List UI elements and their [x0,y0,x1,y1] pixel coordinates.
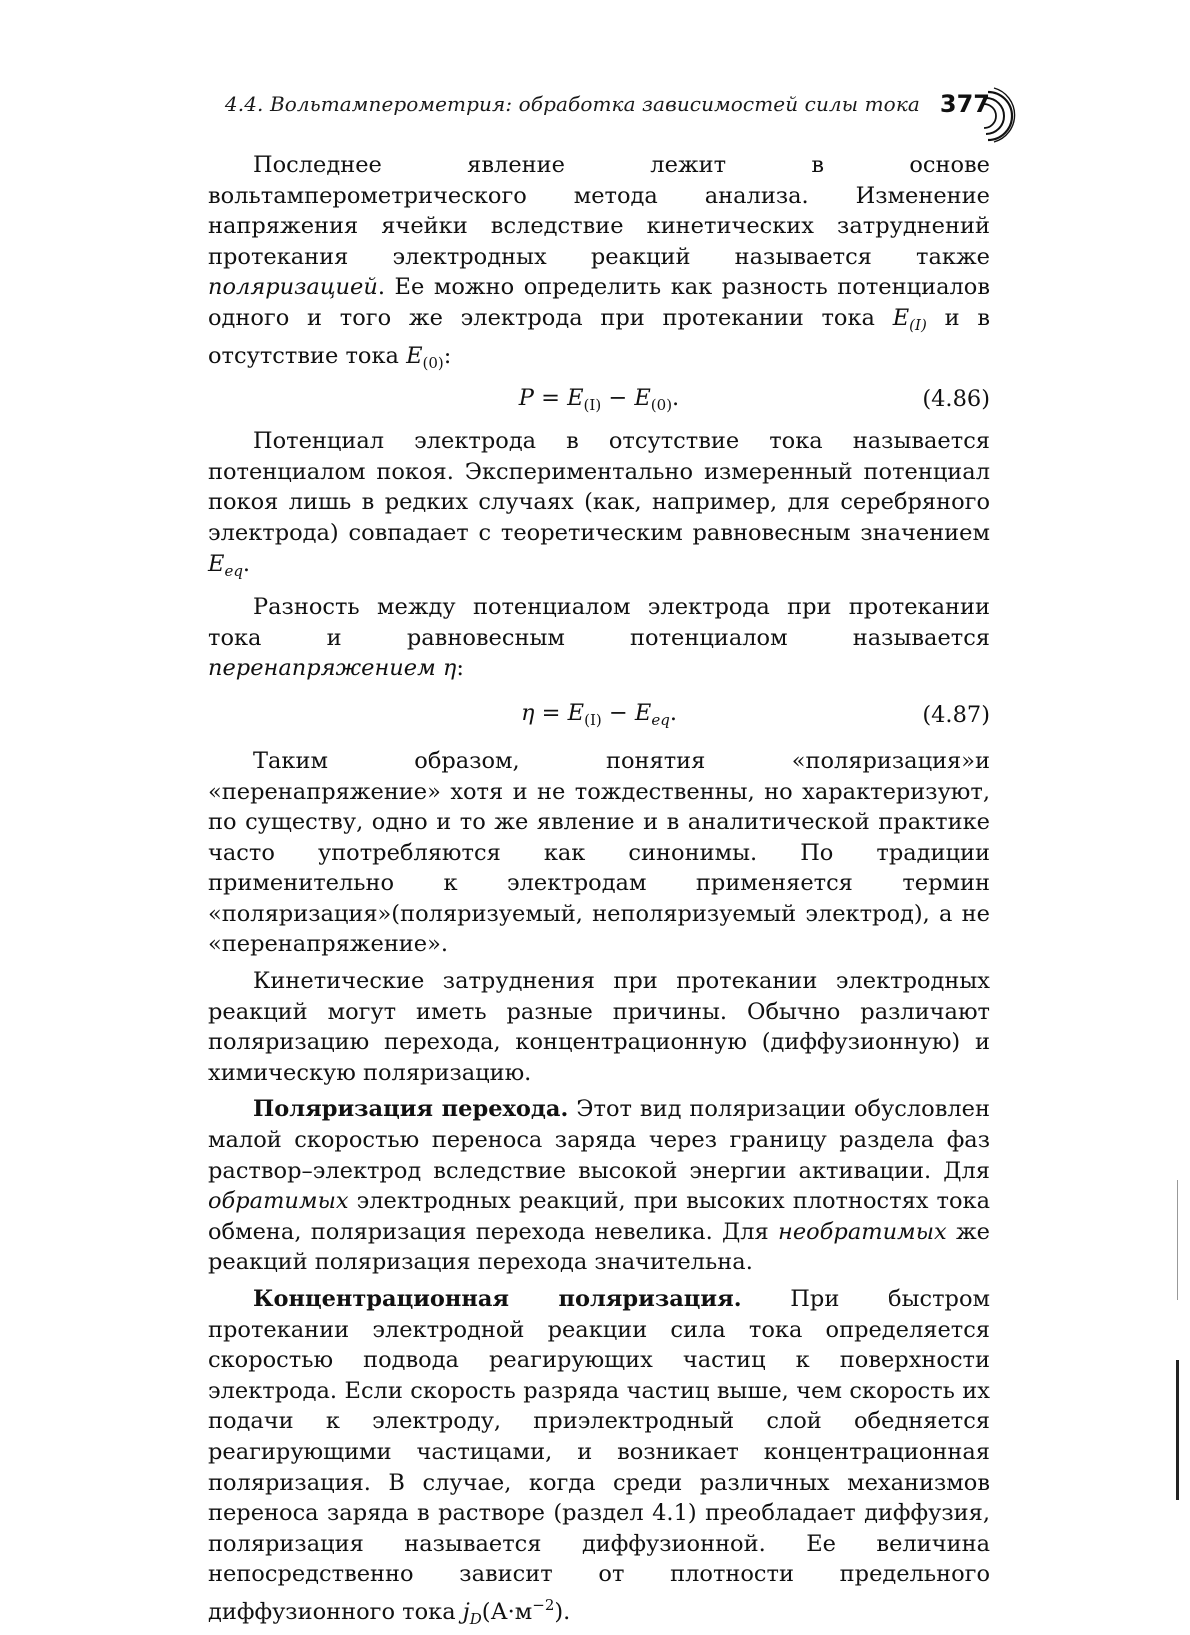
scan-edge-dots [1177,1180,1178,1300]
running-head [224,84,990,124]
equation-number: (4.86) [922,386,990,413]
equation-4-87: $\eta = E_{(I)} - E_{eq}$. (4.87) [521,700,990,730]
page-number: 377 [939,90,990,118]
body-text [208,150,990,1635]
paragraph-4: Таким образом, понятия «поляризация»и «перенапряжение» хотя и не тождественны, но характеризуют, по существу, одно и то же явление и в аналитической практике часто употребляются как синонимы. По традиции применительно к электродам применяется термин «поляризация»(поляризуемый, неполяризуемый электрод), а не «перенапряжение». [208,747,990,958]
equation-number: (4.87) [922,701,990,728]
section-heading: Концентрационная поляризация. [253,1286,742,1312]
paragraph-3: Разность между потенциалом электрода при протекании тока и равновесным потенциалом называется перенапряжением η: [208,594,990,682]
paragraph-1: Последнее явление лежит в основе вольтамперометрического метода анализа. Изменение напряжения ячейки вследствие кинетических затруднений протекания электродных реакций называется также поляризацией. Ее можно определить как разность потенциалов одного и того же электрода при протекании тока $E_{(I)}$ и в отсутствие тока $E_{(0)}$: [208,152,991,372]
running-head-title: 4.4. Вольтамперометрия: обработка зависимостей силы тока [224,92,920,116]
paragraph-2: Потенциал электрода в отсутствие тока называется потенциалом покоя. Экспериментально измеренный потенциал покоя лишь в редких случаях (как, например, для серебряного электрода) совпадает с теоретическим равновесным значением $E_{eq}$. [208,428,990,580]
section-heading: Поляризация перехода. [253,1096,569,1123]
paragraph-5: Кинетические затруднения при протекании электродных реакций могут иметь разные причины. Обычно различают поляризацию перехода, концентрационную (диффузионную) и химическую поляризацию. [208,968,990,1086]
page-ornament-icon [984,84,1026,144]
scan-edge-line [1176,1360,1179,1500]
equation-4-86: $P = E_{(I)} - E_{(0)}$. (4.86) [518,384,990,414]
page-content [208,0,991,1628]
paragraph-6: Поляризация перехода. Этот вид поляризации обусловлен малой скоростью переноса заряда через границу раздела фаз раствор–электрод вследствие высокой энергии активации. Для обратимых электродных реакций, при высоких плотностях тока обмена, поляризация перехода невелика. Для необратимых же реакций поляризация перехода значительна. [208,1096,990,1276]
paragraph-7: Концентрационная поляризация. При быстром протекании электродной реакции сила тока определяется скоростью подвода реагирующих частиц к поверхности электрода. Если скорость разряда частиц выше, чем скорость их подачи к электроду, приэлектродный слой обедняется реагирующими частицами, и возникает концентрационная поляризация. В случае, когда среди различных механизмов переноса заряда в растворе (раздел 4.1) преобладает диффузия, поляризация называется диффузионной. Ее величина непосредственно зависит от плотности предельного диффузионного тока $j_D(А\cdot м^{-2})$. [208,1286,990,1628]
